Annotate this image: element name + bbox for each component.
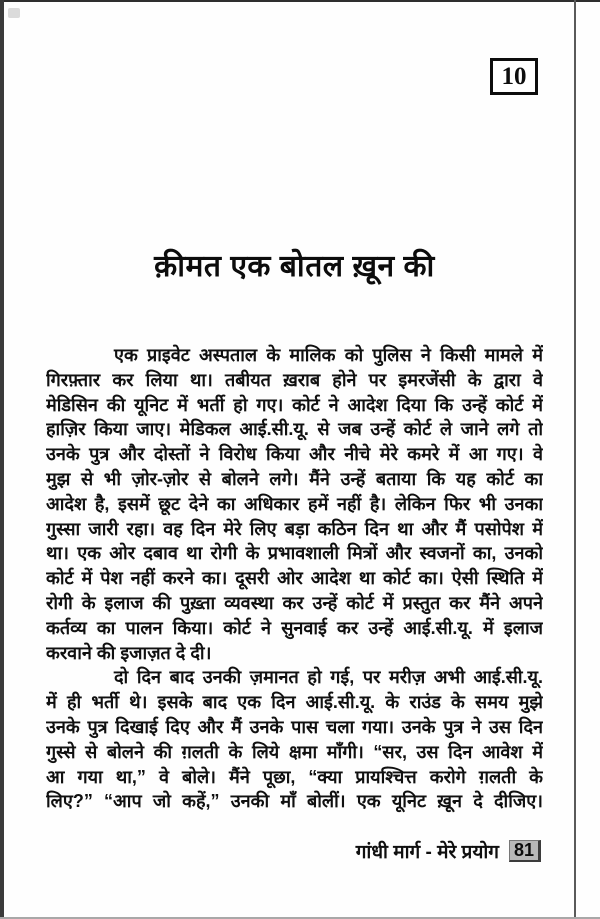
text-line: उनके पुत्र और दोस्तों ने विरोध किया और नीचे मेरे कमरे में आ गए। वे xyxy=(46,444,543,465)
scan-edge-right xyxy=(574,0,576,919)
chapter-title: क़ीमत एक बोतल ख़ून की xyxy=(154,250,435,283)
chapter-number: 10 xyxy=(501,62,527,90)
text-line: मेडिसिन की यूनिट में भर्ती हो गए। कोर्ट ने आदेश दिया कि उन्हें कोर्ट में xyxy=(46,394,543,415)
page-footer xyxy=(356,838,541,864)
text-line: करवाने की इजाज़त दे दी। xyxy=(46,642,212,663)
page-number: 81 xyxy=(509,840,541,862)
text-line: लिए?” “आप जो कहें,” उनकी माँ बोलीं। एक यूनिट ख़ून दे दीजिए। xyxy=(46,791,543,812)
scan-edge-left xyxy=(0,0,4,919)
scan-edge-top xyxy=(0,0,600,2)
text-line: गुस्सा जारी रहा। वह दिन मेरे लिए बड़ा कठिन दिन था और मैं पसोपेश में xyxy=(46,518,543,539)
text-line: हाज़िर किया जाए। मेडिकल आई.सी.यू. से जब उन्हें कोर्ट ले जाने लगे तो xyxy=(46,419,543,440)
text-line: रोगी के इलाज की पुख़्ता व्यवस्था कर उन्हें कोर्ट में प्रस्तुत कर मैंने अपने xyxy=(46,592,543,613)
chapter-number-box xyxy=(490,58,538,95)
text-line: था। एक ओर दबाव था रोगी के प्रभावशाली मित्रों और स्वजनों का, उनको xyxy=(46,543,543,564)
text-line: मुझ से भी ज़ोर-ज़ोर से बोलने लगे। मैंने उन्हें बताया कि यह कोर्ट का xyxy=(46,468,543,489)
text-line: उनके पुत्र दिखाई दिए और मैं उनके पास चला गया। उनके पुत्र ने उस दिन xyxy=(46,716,543,737)
text-line: एक प्राइवेट अस्पताल के मालिक को पुलिस ने किसी मामले में xyxy=(114,345,543,365)
text-line: गुस्से से बोलने की ग़लती के लिये क्षमा माँगी। “सर, उस दिन आवेश में xyxy=(46,741,543,762)
text-line: कोर्ट में पेश नहीं करने का। दूसरी ओर आदेश था कोर्ट का। ऐसी स्थिति में xyxy=(46,568,543,589)
text-line: में ही भर्ती थे। इसके बाद एक दिन आई.सी.यू. के राउंड के समय मुझे xyxy=(46,692,543,713)
text-line: आदेश है, इसमें छूट देने का अधिकार हमें नहीं है। लेकिन फिर भी उनका xyxy=(46,493,543,514)
body-text xyxy=(46,343,543,814)
text-line: आ गया था,” वे बोले। मैंने पूछा, “क्या प्रायश्चित्त करोगे ग़लती के xyxy=(46,766,543,787)
text-line: कर्तव्य का पालन किया। कोर्ट ने सुनवाई कर उन्हें आई.सी.यू. में इलाज xyxy=(46,617,543,638)
text-line: गिरफ़्तार कर लिया था। तबीयत ख़राब होने पर इमरजेंसी के द्वारा वे xyxy=(46,369,543,390)
scan-noise-speck xyxy=(8,8,20,18)
text-line: दो दिन बाद उनकी ज़मानत हो गई, पर मरीज़ अभी आई.सी.यू. xyxy=(114,667,543,688)
book-title: गांधी मार्ग - मेरे प्रयोग xyxy=(355,842,499,863)
